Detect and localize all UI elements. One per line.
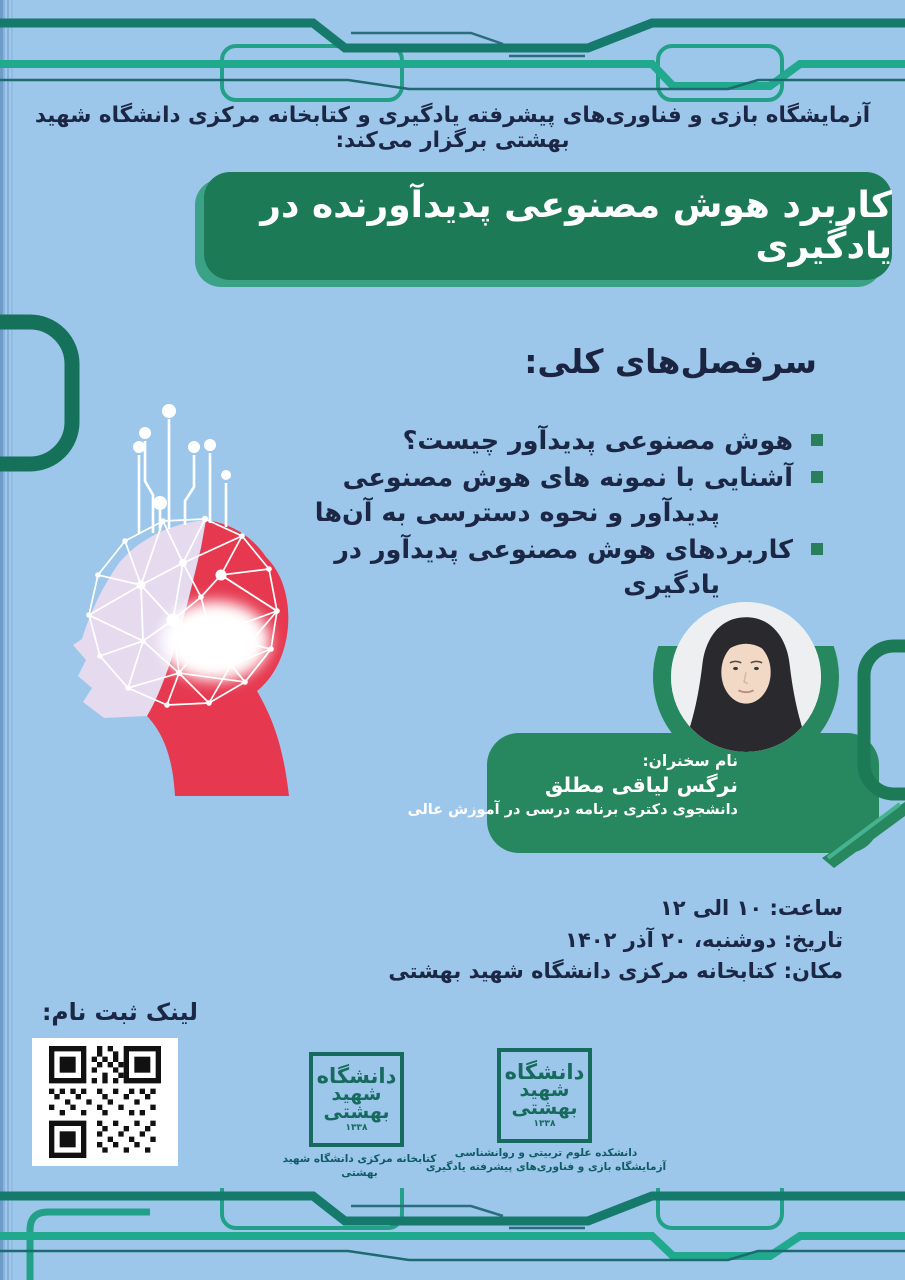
circuit-stalk-dots — [133, 404, 231, 510]
speaker-name: نرگس لیاقی مطلق — [544, 773, 738, 797]
faculty-logo-caption-line2: آزمایشگاه بازی و فناوری‌های پیشرفته یادگیری — [425, 1161, 667, 1173]
event-title: کاربرد هوش مصنوعی پدیدآورنده در یادگیری — [260, 185, 892, 267]
university-seal-icon: دانشگاه شهید بهشتی ۱۳۳۸ — [497, 1048, 592, 1143]
faculty-logo-caption-line1: دانشکده علوم تربیتی و روانشناسی — [454, 1147, 638, 1159]
topics-heading: سرفصل‌های کلی: — [524, 342, 817, 381]
library-logo-caption: کتابخانه مرکزی دانشگاه شهید بهشتی — [282, 1153, 437, 1179]
bullet-square-icon — [811, 471, 823, 483]
bullet-square-icon — [811, 543, 823, 555]
circuit-decoration-bottom — [0, 1188, 905, 1280]
qr-code-icon — [49, 1046, 161, 1158]
topic-item: آشنایی با نمونه های هوش مصنوعی پدیدآور و نحوه دسترسی به آن‌ها — [293, 461, 793, 531]
topic-item: هوش مصنوعی پدیدآور چیست؟ — [293, 424, 793, 459]
speaker-photo — [671, 602, 821, 752]
speaker-portrait — [671, 602, 821, 752]
speaker-label: نام سخنران: — [642, 752, 738, 770]
event-location: مکان: کتابخانه مرکزی دانشگاه شهید بهشتی — [388, 959, 843, 983]
university-seal-icon: دانشگاه شهید بهشتی ۱۳۳۸ — [309, 1052, 404, 1147]
right-bracket-decoration — [864, 646, 905, 794]
event-time: ساعت: ۱۰ الی ۱۲ — [659, 896, 843, 920]
ai-head-illustration — [33, 383, 343, 798]
speaker-title: دانشجوی دکتری برنامه درسی در آموزش عالی — [407, 802, 738, 818]
registration-qr-code — [32, 1038, 178, 1166]
event-date: تاریخ: دوشنبه، ۲۰ آذر ۱۴۰۲ — [565, 927, 843, 952]
speaker-info — [408, 752, 738, 818]
bullet-square-icon — [811, 434, 823, 446]
topics-list — [293, 424, 793, 605]
circuit-stalks — [139, 419, 226, 533]
topic-item: کاربردهای هوش مصنوعی پدیدآور در یادگیری — [293, 533, 793, 603]
organizer-line: آزمایشگاه بازی و فناوری‌های پیشرفته یادگیری و کتابخانه مرکزی دانشگاه شهید بهشتی برگزار می‌کند: — [34, 103, 871, 153]
event-details — [388, 893, 843, 988]
registration-link-label: لینک ثبت نام: — [42, 998, 198, 1026]
